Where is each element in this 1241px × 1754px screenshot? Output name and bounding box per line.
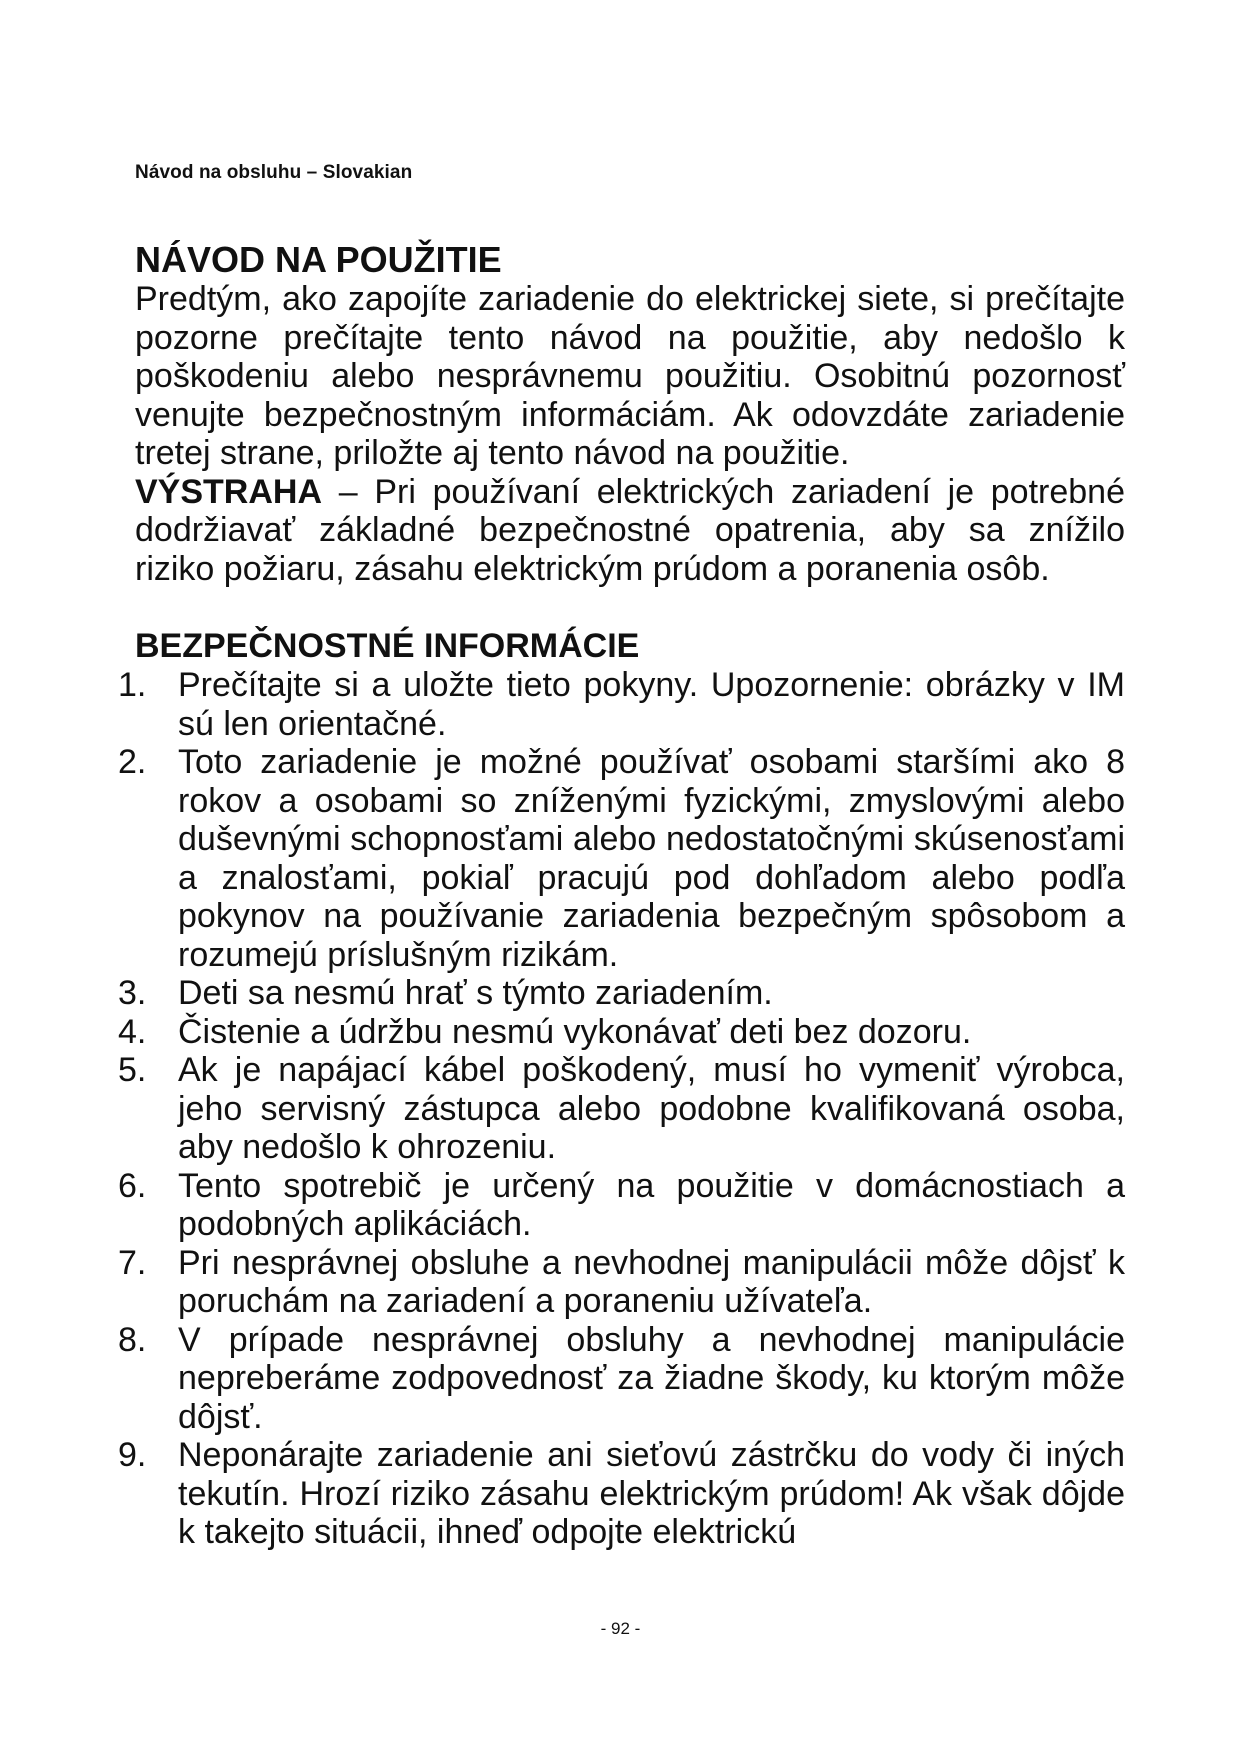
safety-item <box>118 1436 1125 1552</box>
safety-item <box>118 1320 1125 1437</box>
warning-paragraph <box>135 473 1125 589</box>
safety-item <box>118 1243 1125 1321</box>
instructions-title: NÁVOD NA POUŽITIE <box>135 239 502 280</box>
safety-item-text: Pri nesprávnej obsluhe a nevhodnej manipulácii môže dôjsť k poruchám na zariadení a poraneniu užívateľa. <box>178 1243 1125 1320</box>
safety-item-text: Deti sa nesmú hrať s týmto zariadením. <box>178 974 773 1012</box>
safety-item-text: Tento spotrebič je určený na použitie v domácnostiach a podobných aplikáciách. <box>178 1166 1125 1243</box>
safety-item-number: 3. <box>118 974 147 1012</box>
safety-item-number: 4. <box>118 1012 147 1051</box>
warning-label: VÝSTRAHA <box>135 472 323 511</box>
safety-item-number: 5. <box>118 1051 147 1089</box>
safety-item <box>118 743 1125 974</box>
safety-item-number: 1. <box>118 666 147 704</box>
safety-item <box>118 1166 1125 1244</box>
safety-list <box>118 666 1125 1552</box>
safety-item-text: Prečítajte si a uložte tieto pokyny. Upozornenie: obrázky v IM sú len orientačné. <box>178 666 1125 743</box>
safety-item-number: 8. <box>118 1320 147 1359</box>
warning-text: – Pri používaní elektrických zariadení je potrebné dodržiavať základné bezpečnostné opatrenia, aby sa znížilo riziko požiaru, zásahu elektrickým prúdom a poranenia osôb. <box>135 472 1125 588</box>
safety-item-number: 9. <box>118 1436 147 1474</box>
safety-item-text: Toto zariadenie je možné používať osobami staršími ako 8 rokov a osobami so zníženými fyzickými, zmyslovými alebo duševnými schopnosťami alebo nedostatočnými skúsenosťami a znalosťami, pokiaľ pracujú pod dohľadom alebo podľa pokynov na používanie zariadenia bezpečným spôsobom a rozumejú príslušným rizikám. <box>178 743 1125 974</box>
safety-item-number: 6. <box>118 1166 147 1205</box>
safety-item <box>118 1012 1125 1052</box>
safety-item <box>118 974 1125 1013</box>
safety-title: BEZPEČNOSTNÉ INFORMÁCIE <box>135 627 640 665</box>
safety-item <box>118 1051 1125 1167</box>
document-header: Návod na obsluhu – Slovakian <box>135 162 413 183</box>
safety-item-number: 7. <box>118 1243 147 1282</box>
page-number: - 92 - <box>600 1619 641 1638</box>
safety-item-text: Neponárajte zariadenie ani sieťovú zástrčku do vody či iných tekutín. Hrozí riziko zásahu elektrickým prúdom! Ak však dôjde k takejto situácii, ihneď odpojte elektrickú <box>178 1436 1125 1551</box>
safety-item-text: V prípade nesprávnej obsluhy a nevhodnej manipulácie nepreberáme zodpovednosť za žiadne škody, ku ktorým môže dôjsť. <box>178 1320 1125 1436</box>
intro-paragraph: Predtým, ako zapojíte zariadenie do elektrickej siete, si prečítajte pozorne prečítajte tento návod na použitie, aby nedošlo k poškodeniu alebo nesprávnemu použitiu. Osobitnú pozornosť venujte bezpečnostným informáciám. Ak odovzdáte zariadenie tretej strane, priložte aj tento návod na použitie. <box>135 280 1125 472</box>
document-body <box>118 239 1125 1552</box>
safety-item-text: Ak je napájací kábel poškodený, musí ho vymeniť výrobca, jeho servisný zástupca alebo podobne kvalifikovaná osoba, aby nedošlo k ohrozeniu. <box>178 1051 1125 1166</box>
safety-item <box>118 666 1125 743</box>
safety-item-number: 2. <box>118 743 147 781</box>
safety-item-text: Čistenie a údržbu nesmú vykonávať deti bez dozoru. <box>178 1012 972 1051</box>
